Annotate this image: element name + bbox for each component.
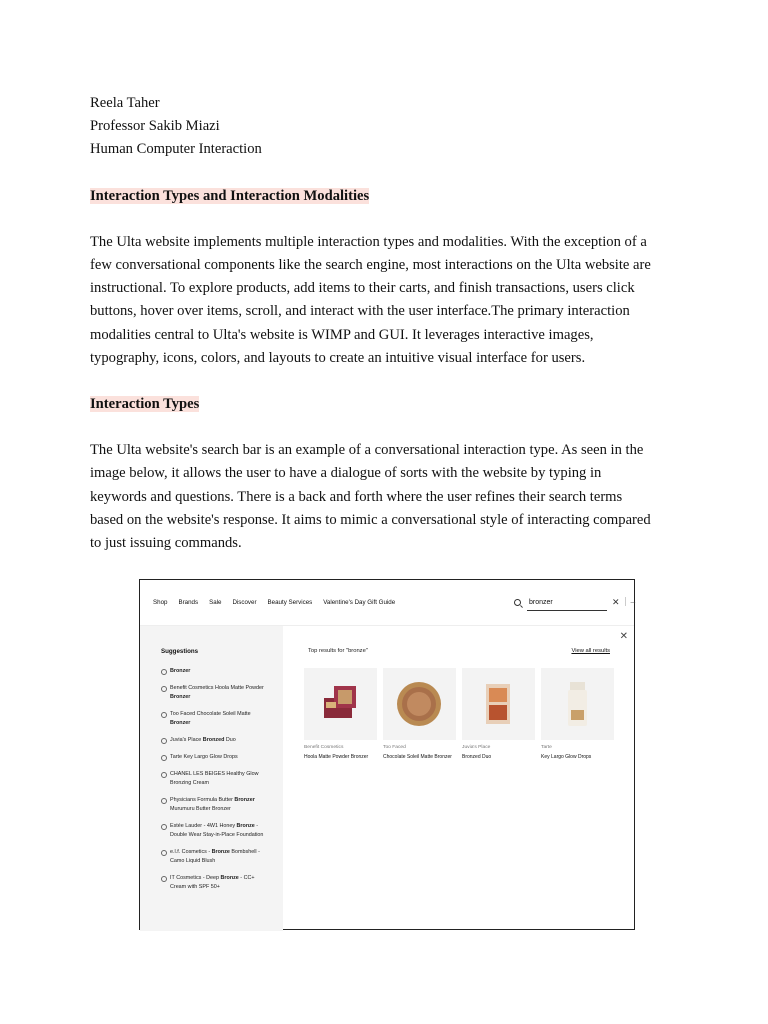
suggestion-match: Bronzed (202, 737, 225, 743)
suggestion-text: Murumuru Butter Bronzer (170, 806, 231, 812)
suggestions-title: Suggestions (161, 648, 199, 655)
search-underline (527, 610, 607, 611)
suggestion-item[interactable] (161, 753, 271, 762)
search-icon (514, 599, 521, 606)
suggestion-item[interactable] (161, 822, 271, 840)
suggestion-item[interactable] (161, 736, 271, 745)
compact-image (383, 668, 456, 740)
suggestion-match: Bronze (236, 823, 255, 829)
suggestion-item[interactable] (161, 684, 271, 702)
product-name[interactable]: Bronzed Duo (462, 754, 492, 760)
suggestion-text: Tarte Key Largo Glow Drops (170, 754, 238, 760)
paragraph-line: based on the website's response. It aims to mimic a conversational style of interacting compared (90, 511, 651, 528)
product-image[interactable] (383, 668, 456, 740)
product-brand: Juvia's Place (462, 745, 491, 750)
professor-name: Professor Sakib Miazi (90, 118, 220, 135)
suggestion-text: - CC+ Cream with SPF 50+ (170, 875, 255, 890)
paragraph-line: instructional. To explore products, add items to their carts, and finish transactions, users click (90, 280, 635, 297)
suggestion-match: Bronzer (170, 694, 191, 700)
product-image[interactable] (304, 668, 377, 740)
nav-item[interactable]: Discover (232, 599, 257, 606)
product-brand: Benefit Cosmetics (304, 745, 344, 750)
product-image[interactable] (462, 668, 535, 740)
heading-1-text: Interaction Types and Interaction Modalities (90, 187, 370, 204)
paragraph-line: to just issuing commands. (90, 535, 242, 552)
suggestion-match: Bronzer (170, 720, 191, 726)
product-name[interactable]: Hoola Matte Powder Bronzer (304, 754, 369, 760)
course-name: Human Computer Interaction (90, 141, 262, 158)
suggestion-text: Physicians Formula Butter (170, 797, 235, 803)
search-icon (161, 686, 167, 692)
suggestion-match: Bronzer (234, 797, 255, 803)
duo-palette-image (462, 668, 535, 740)
product-card[interactable] (462, 668, 535, 761)
suggestion-text: Estée Lauder - 4W1 Honey (170, 823, 237, 829)
product-brand: Too Faced (383, 745, 406, 750)
suggestion-item[interactable] (161, 848, 271, 866)
product-card[interactable] (383, 668, 456, 761)
search-icon (161, 850, 167, 856)
search-bar[interactable] (511, 595, 637, 613)
document-body (90, 92, 680, 555)
suggestion-text: Too Faced Chocolate Soleil Matte (170, 711, 251, 717)
view-all-link[interactable]: View all results (571, 648, 610, 654)
paragraph-2 (90, 439, 680, 555)
search-icon (161, 876, 167, 882)
product-image[interactable] (541, 668, 614, 740)
heading-2-text: Interaction Types (90, 396, 200, 413)
search-input[interactable]: bronzer (529, 599, 553, 606)
product-name[interactable]: Key Largo Glow Drops (541, 754, 592, 760)
suggestion-item[interactable] (161, 874, 271, 892)
search-icon (161, 755, 167, 761)
top-navigation (140, 580, 637, 626)
close-icon[interactable]: ✕ (612, 597, 620, 607)
results-title: Top results for "bronze" (308, 648, 368, 654)
section-heading-2 (90, 393, 680, 416)
search-icon (161, 669, 167, 675)
suggestion-text: Duo (224, 737, 236, 743)
author-name: Reela Taher (90, 95, 160, 111)
close-icon[interactable]: ✕ (619, 631, 628, 642)
paragraph-line: keywords and questions. There is a back and forth where the user refines their search terms (90, 488, 623, 505)
product-name[interactable]: Chocolate Soleil Matte Bronzer (383, 754, 452, 760)
paragraph-1 (90, 231, 680, 370)
suggestion-item[interactable] (161, 770, 271, 788)
suggestion-match: Bronzer (170, 668, 191, 674)
suggestion-item[interactable] (161, 710, 271, 728)
nav-item[interactable]: Sale (209, 599, 222, 606)
nav-list (153, 599, 395, 606)
suggestion-text: Juvia's Place (170, 737, 203, 743)
paragraph-line: typography, icons, colors, and layouts to create an intuitive visual interface for users. (90, 349, 586, 366)
embedded-screenshot (139, 579, 635, 930)
search-icon (161, 772, 167, 778)
product-card[interactable] (304, 668, 377, 761)
nav-item[interactable]: Shop (153, 599, 168, 606)
bronzer-box-image (304, 668, 377, 740)
suggestion-item[interactable] (161, 796, 271, 814)
nav-item[interactable]: Valentine's Day Gift Guide (323, 599, 396, 606)
product-brand: Tarte (541, 745, 552, 750)
suggestion-match: Bronze (211, 849, 230, 855)
paragraph-line: few conversational components like the search engine, most interactions on the Ulta website are (90, 257, 651, 274)
search-icon (161, 824, 167, 830)
results-panel (283, 626, 636, 931)
suggestion-match: Bronze (220, 875, 239, 881)
suggestions-panel (140, 626, 283, 931)
nav-item[interactable]: Brands (178, 599, 199, 606)
search-icon (161, 712, 167, 718)
suggestion-text: - Double Wear Stay-in-Place Foundation (170, 823, 264, 838)
suggestion-text: CHANEL LES BEIGES Healthy Glow Bronzing Cream (170, 771, 259, 786)
product-grid (304, 668, 614, 761)
paragraph-line: buttons, hover over items, scroll, and interact with the user interface.The primary interaction (90, 303, 630, 320)
paragraph-line: modalities central to Ulta's website is WIMP and GUI. It leverages interactive images, (90, 326, 594, 343)
paragraph-line: image below, it allows the user to have a dialogue of sorts with the website by typing in (90, 465, 602, 482)
bottle-image (541, 668, 614, 740)
arrow-right-icon[interactable]: → (625, 597, 637, 606)
suggestion-text: Benefit Cosmetics Hoola Matte Powder (170, 685, 264, 691)
suggestion-text: IT Cosmetics - Deep (170, 875, 221, 881)
paragraph-line: The Ulta website's search bar is an example of a conversational interaction type. As seen in the (90, 442, 644, 459)
product-card[interactable] (541, 668, 614, 761)
search-icon (161, 798, 167, 804)
suggestion-item[interactable] (161, 667, 271, 676)
nav-item[interactable]: Beauty Services (267, 599, 313, 606)
suggestion-text: Bombshell - Camo Liquid Blush (170, 849, 260, 864)
search-icon (161, 738, 167, 744)
section-heading-1 (90, 185, 680, 208)
paragraph-line: The Ulta website implements multiple interaction types and modalities. With the exception of a (90, 233, 647, 250)
suggestion-text: e.l.f. Cosmetics - (170, 849, 212, 855)
suggestions-list (161, 667, 271, 900)
